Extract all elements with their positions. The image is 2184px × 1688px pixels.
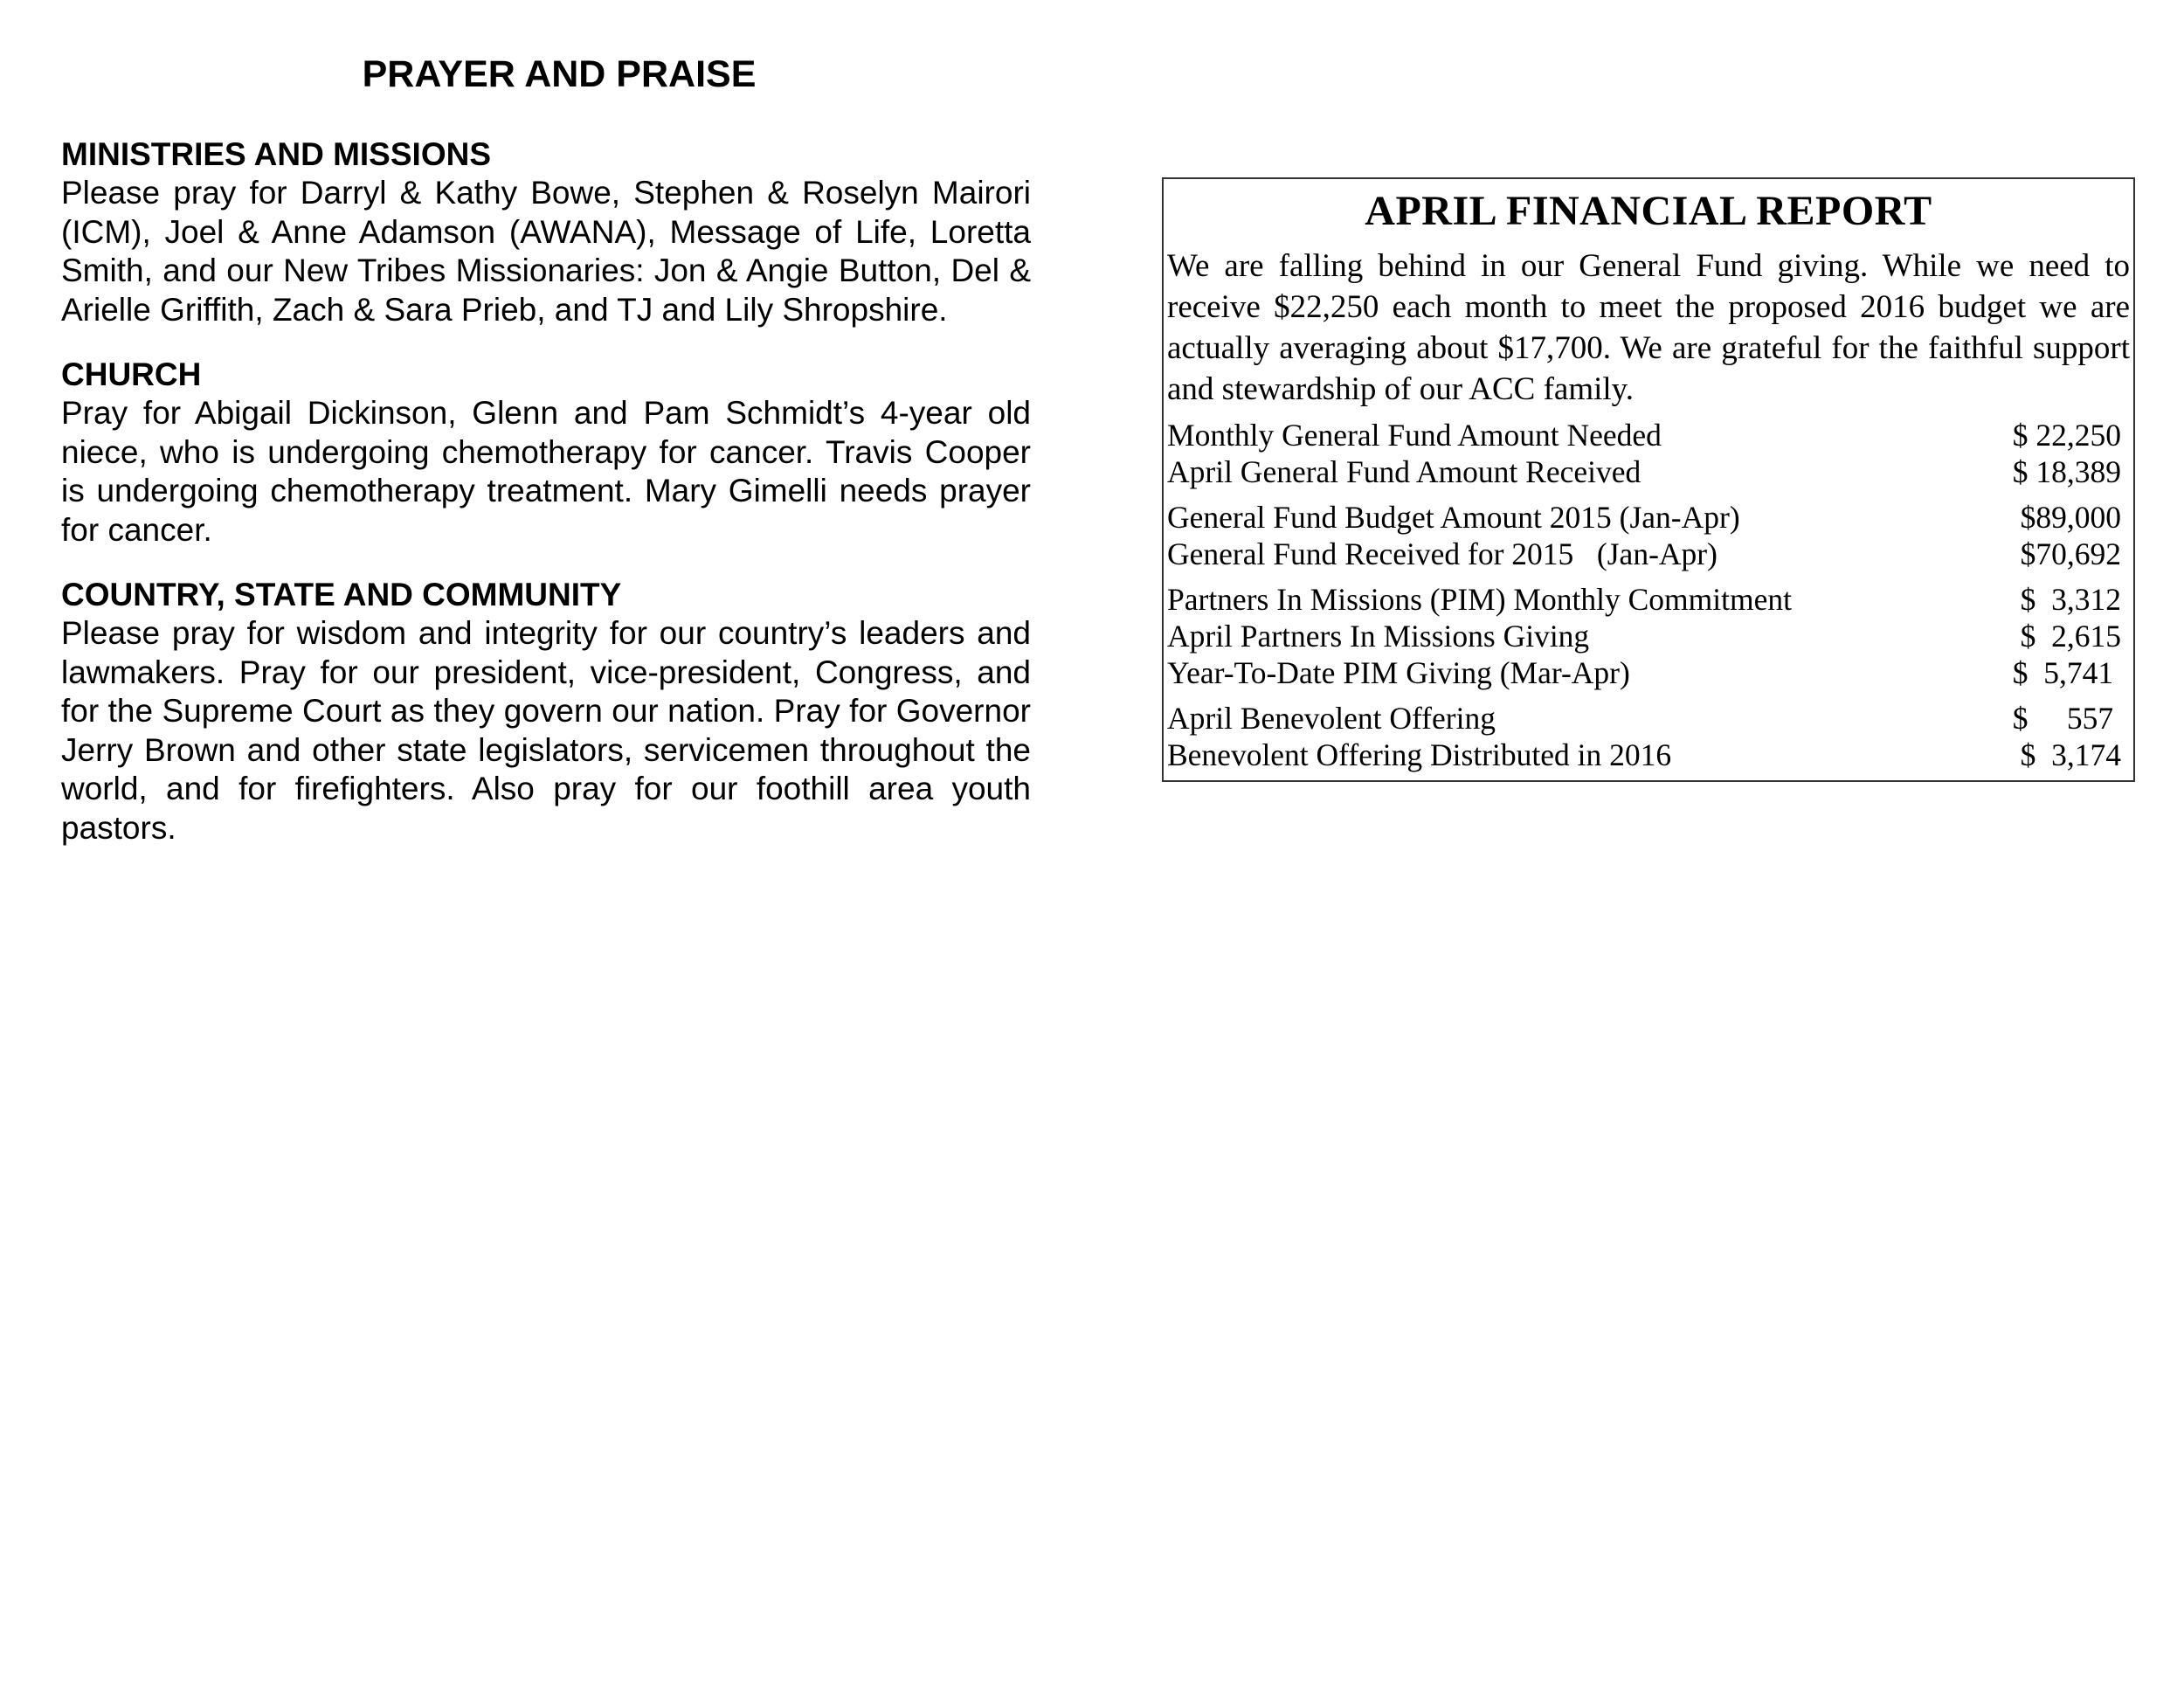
prayer-and-praise-column (61, 54, 1031, 874)
financial-row-label: Partners In Missions (PIM) Monthly Commitment (1167, 581, 1792, 617)
financial-row (1167, 581, 2130, 618)
financial-row-value: $ 5,741 (2012, 654, 2121, 690)
financial-row-value: $89,000 (2020, 499, 2121, 535)
financial-row-label: April Partners In Missions Giving (1167, 618, 1590, 654)
general-fund-ytd-group (1167, 499, 2130, 572)
financial-row-value: $ 557 (2012, 700, 2121, 736)
financial-row-label: Benevolent Offering Distributed in 2016 (1167, 737, 1672, 772)
section-heading: COUNTRY, STATE AND COMMUNITY (61, 577, 622, 613)
general-fund-monthly-group (1167, 417, 2130, 490)
financial-row-label: Year-To-Date PIM Giving (Mar-Apr) (1167, 654, 1630, 690)
section-ministries-and-missions (61, 135, 1031, 329)
financial-row-label: April Benevolent Offering (1167, 700, 1496, 736)
section-body: Please pray for Darryl & Kathy Bowe, Stephen & Roselyn Mairori (ICM), Joel & Anne Adamson (AWANA), Message of Life, Loretta Smith, and our New Tribes Missionaries: Jon & Angie Button, Del & Arielle Griffith, Zach & Sara Prieb, and TJ and Lily Shropshire. (61, 175, 1031, 328)
financial-row-label: General Fund Budget Amount 2015 (Jan-Apr) (1167, 499, 1740, 535)
section-heading: MINISTRIES AND MISSIONS (61, 136, 492, 173)
financial-row-value: $ 2,615 (2020, 618, 2121, 654)
financial-row-label: General Fund Received for 2015 (Jan-Apr) (1167, 536, 1717, 571)
financial-row-label: Monthly General Fund Amount Needed (1167, 417, 1662, 453)
financial-row (1167, 453, 2130, 490)
financial-row-label: April General Fund Amount Received (1167, 453, 1641, 489)
financial-row (1167, 654, 2130, 691)
financial-row (1167, 618, 2130, 654)
financial-row-value: $70,692 (2020, 536, 2121, 571)
financial-report-box (1162, 177, 2135, 782)
section-body: Please pray for wisdom and integrity for our country’s leaders and lawmakers. Pray for our president, vice-president, Congress, and for the Supreme Court as they govern our nation. Pray for Governor Jerry Brown and other state legislators, servicemen throughout the world, and for firefighters. Also pray for our foothill area youth pastors. (61, 615, 1031, 846)
section-body: Pray for Abigail Dickinson, Glenn and Pam Schmidt’s 4-year old niece, who is undergoing chemotherapy for cancer. Travis Cooper is undergoing chemotherapy treatment. Mary Gimelli needs prayer for cancer. (61, 395, 1031, 548)
financial-row-value: $ 18,389 (2012, 453, 2121, 489)
benevolent-offering-group (1167, 700, 2130, 773)
report-title: APRIL FINANCIAL REPORT (1365, 188, 1932, 234)
section-country-state-community (61, 576, 1031, 847)
section-church (61, 356, 1031, 550)
financial-row (1167, 417, 2130, 453)
page-title: PRAYER AND PRAISE (362, 53, 757, 95)
financial-row (1167, 700, 2130, 737)
partners-in-missions-group (1167, 581, 2130, 691)
financial-row-value: $ 3,174 (2020, 737, 2121, 772)
report-intro: We are falling behind in our General Fund giving. While we need to receive $22,250 each month to meet the proposed 2016 budget we are actually averaging about $17,700. We are grateful for the faithful support and stewardship of our ACC family. (1167, 247, 2130, 407)
financial-row (1167, 737, 2130, 773)
financial-row-value: $ 22,250 (2012, 417, 2121, 453)
financial-row-value: $ 3,312 (2020, 581, 2121, 617)
financial-row (1167, 499, 2130, 536)
section-heading: CHURCH (61, 356, 202, 393)
financial-row (1167, 536, 2130, 572)
